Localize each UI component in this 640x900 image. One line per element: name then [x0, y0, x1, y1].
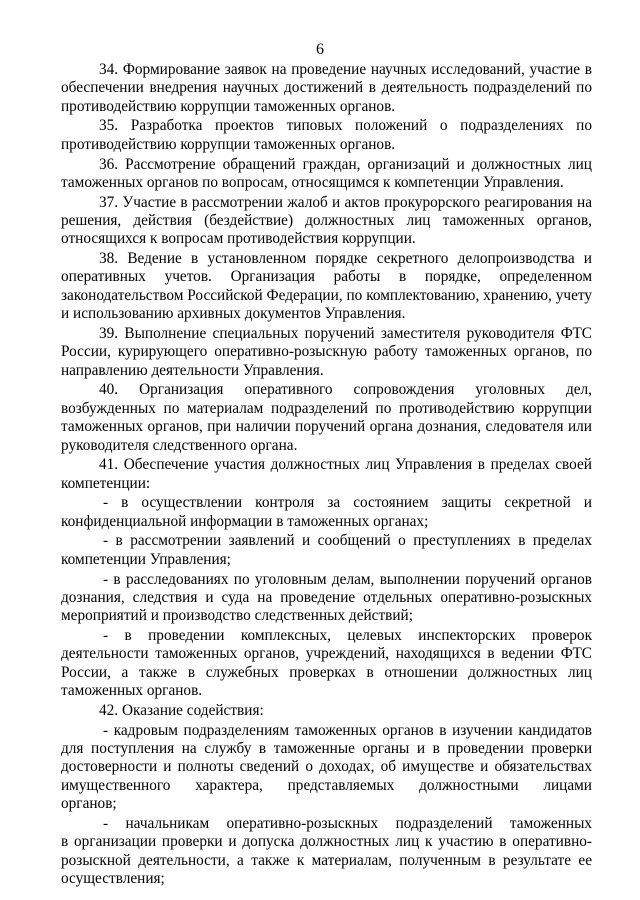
text-line: 38. Ведение в установленном порядке секретного делопроизводства и	[99, 250, 592, 268]
text-line: - в рассмотрении заявлений и сообщений о преступлениях в пределах	[103, 532, 592, 550]
text-line: таможенных органов.	[61, 682, 203, 700]
text-line: возбужденных по материалам подразделений по противодействию коррупции	[61, 399, 592, 417]
paragraph-p39	[61, 325, 592, 380]
text-line: конфиденциальной информации в таможенных органах;	[61, 512, 429, 530]
text-line: направлению деятельности Управления.	[61, 361, 324, 379]
text-line: для поступления на службу в таможенные органы и в проведении проверки	[61, 739, 592, 757]
paragraph-p41d	[61, 627, 592, 701]
text-line: 35. Разработка проектов типовых положений о подразделениях по	[99, 117, 592, 135]
text-line: руководителя следственного органа.	[61, 436, 298, 454]
text-line: дознания, следствия и суда на проведение отдельных оперативно-розыскных	[61, 588, 592, 606]
text-line: 37. Участие в рассмотрении жалоб и актов прокурорского реагирования на	[99, 193, 592, 211]
text-line: компетенции Управления;	[61, 550, 231, 568]
text-line: оперативных учетов. Организация работы в порядке, определенном	[61, 268, 592, 286]
paragraph-p38	[61, 250, 592, 324]
text-line: достоверности и полноты сведений о доходах, об имуществе и обязательствах	[61, 758, 592, 776]
text-line: - в осуществлении контроля за состоянием защиты секретной и	[103, 494, 592, 512]
text-line: России, курирующего оперативно-розыскную работу таможенных органов, по	[61, 343, 592, 361]
paragraph-p35	[61, 117, 592, 154]
text-line: и использованию архивных документов Управления.	[61, 305, 406, 323]
text-line: противодействию коррупции таможенных органов.	[61, 97, 396, 115]
text-line: относящихся к вопросам противодействия коррупции.	[61, 230, 416, 248]
paragraph-p41c	[61, 571, 592, 626]
text-line: - начальникам оперативно-розыскных подразделений таможенных	[103, 814, 592, 832]
paragraph-p42b	[61, 815, 592, 889]
text-line: 41. Обеспечение участия должностных лиц Управления в пределах своей	[99, 456, 592, 474]
paragraph-p41a	[61, 494, 592, 531]
paragraph-p40	[61, 381, 592, 455]
paragraph-p41b	[61, 532, 592, 569]
text-line: - кадровым подразделениям таможенных органов в изучении кандидатов	[103, 721, 592, 739]
text-line: России, а также в служебных проверках в отношении должностных лиц	[61, 663, 592, 681]
text-line: деятельности таможенных органов, учреждений, находящихся в ведении ФТС	[61, 645, 592, 663]
text-line: 42. Оказание содействия:	[99, 701, 264, 719]
paragraph-p42a	[61, 722, 592, 814]
text-line: осуществления;	[61, 869, 165, 887]
text-line: мероприятий и производство следственных действий;	[61, 607, 413, 625]
text-line: таможенных органов, при наличии поручений органа дознания, следователя или	[61, 418, 592, 436]
text-line: решения, действия (бездействие) должностных лиц таможенных органов,	[61, 212, 592, 230]
text-line: обеспечении внедрения научных достижений в деятельность подразделений по	[61, 79, 592, 97]
text-line: в организации проверки и допуска должностных лиц к участию в оперативно-	[61, 833, 592, 851]
text-line: противодействию коррупции таможенных органов.	[61, 135, 396, 153]
text-line: розыскной деятельности, а также к материалам, полученным в результате ее	[61, 851, 592, 869]
text-line: 36. Рассмотрение обращений граждан, организаций и должностных лиц	[99, 155, 592, 173]
text-line: - в расследованиях по уголовным делам, выполнении поручений органов	[103, 570, 592, 588]
page-number: 6	[316, 41, 324, 58]
text-line: таможенных органов по вопросам, относящимся к компетенции Управления.	[61, 173, 564, 191]
document-body	[61, 61, 592, 890]
paragraph-p41	[61, 456, 592, 493]
text-line: компетенции:	[61, 474, 151, 492]
text-line: 34. Формирование заявок на проведение научных исследований, участие в	[99, 61, 592, 78]
paragraph-p36	[61, 156, 592, 193]
paragraph-p37	[61, 194, 592, 249]
paragraph-p34	[61, 61, 592, 116]
text-line: имущественного характера, представляемых должностными лицами	[61, 776, 592, 794]
text-line: - в проведении комплексных, целевых инспекторских проверок	[103, 626, 592, 644]
paragraph-p42	[61, 702, 592, 720]
text-line: 39. Выполнение специальных поручений заместителя руководителя ФТС	[99, 324, 592, 342]
text-line: законодательством Российской Федерации, по комплектованию, хранению, учету	[61, 286, 592, 304]
text-line: органов;	[61, 795, 117, 813]
text-line: 40. Организация оперативного сопровождения уголовных дел,	[99, 381, 592, 399]
